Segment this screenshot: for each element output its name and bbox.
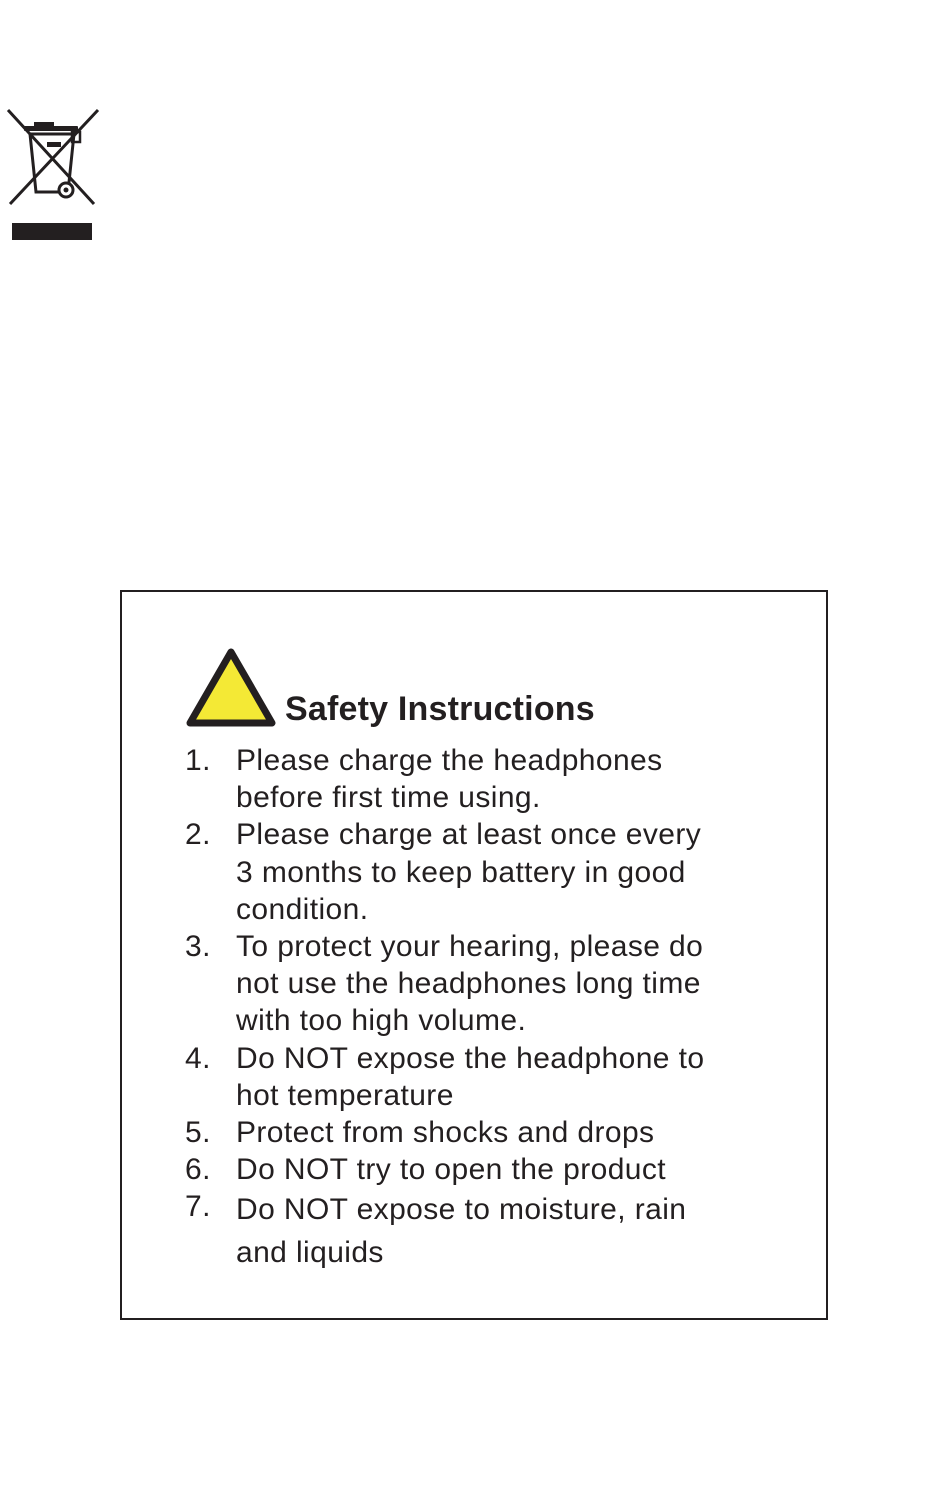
crossed-out-bin-icon xyxy=(4,106,102,244)
item-text: Please charge at least once every 3 months to keep battery in good condition. xyxy=(236,818,702,926)
item-text: Do NOT expose the headphone to hot temperature xyxy=(236,1041,705,1112)
list-item xyxy=(185,1114,785,1151)
list-item xyxy=(185,1151,785,1188)
item-number: 7. xyxy=(185,1190,211,1224)
list-item xyxy=(185,1188,785,1274)
item-number: 1. xyxy=(185,744,211,777)
list-item xyxy=(185,742,785,816)
item-number: 3. xyxy=(185,930,211,964)
item-number: 5. xyxy=(185,1116,211,1150)
safety-title: Safety Instructions xyxy=(285,690,595,728)
item-text: Please charge the headphones before first time using. xyxy=(236,744,663,815)
item-number: 4. xyxy=(185,1041,211,1075)
item-number: 6. xyxy=(185,1153,211,1187)
warning-triangle-icon xyxy=(185,647,277,727)
safety-heading xyxy=(185,647,595,727)
item-number: 2. xyxy=(185,818,211,852)
item-text: Do NOT try to open the product xyxy=(236,1153,666,1187)
list-item xyxy=(185,816,785,928)
item-text: Do NOT expose to moisture, rain and liquids xyxy=(236,1193,687,1270)
list-item xyxy=(185,1040,785,1114)
item-text: Protect from shocks and drops xyxy=(236,1116,655,1150)
list-item xyxy=(185,928,785,1040)
safety-instructions-panel xyxy=(120,590,828,1320)
safety-list xyxy=(185,742,785,1274)
item-text: To protect your hearing, please do not use the headphones long time with too high volume. xyxy=(236,930,704,1038)
